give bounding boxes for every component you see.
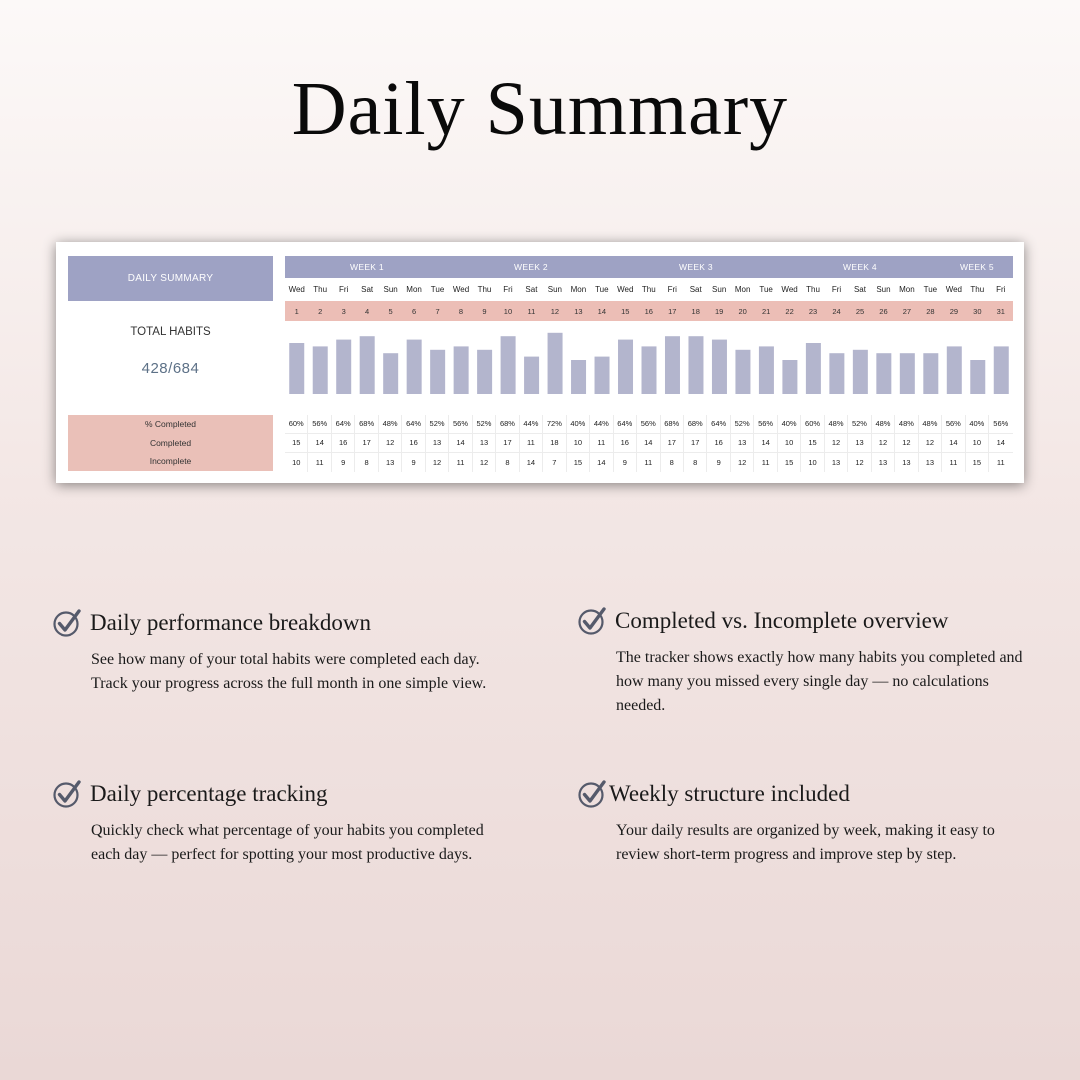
- date-cell: 18: [691, 306, 700, 316]
- incomplete-label: Incomplete: [149, 456, 192, 467]
- incomplete-cell: 8: [684, 453, 707, 472]
- bar-day-27: [900, 353, 915, 394]
- bar-day-9: [477, 350, 492, 394]
- week-label: WEEK 5: [960, 262, 994, 272]
- percent-cell: 48%: [825, 415, 848, 433]
- completed-cell: 12: [825, 434, 848, 452]
- completion-bar-chart: [285, 322, 1013, 428]
- percent-cell: 52%: [848, 415, 871, 433]
- percent-completed-row: [285, 415, 1013, 434]
- date-cell: 9: [482, 306, 487, 316]
- bar-day-21: [759, 346, 774, 394]
- percent-cell: 56%: [993, 419, 1009, 429]
- week-label: WEEK 1: [350, 262, 384, 272]
- percent-cell: 68%: [355, 415, 378, 433]
- bar-day-10: [501, 336, 516, 394]
- percent-cell: 60%: [285, 415, 308, 433]
- feature-daily-percentage: [52, 779, 502, 867]
- bar-day-25: [853, 350, 868, 394]
- bar-day-6: [407, 340, 422, 394]
- incomplete-cell: 10: [285, 453, 308, 472]
- day-of-week-cell: Wed: [781, 284, 798, 294]
- day-of-week-cell: Mon: [570, 284, 587, 294]
- daily-grid: [285, 256, 1013, 471]
- date-cell: 17: [668, 306, 677, 316]
- date-cell: 25: [855, 306, 865, 316]
- incomplete-cell: 7: [543, 453, 566, 472]
- check-circle-icon: [52, 608, 82, 638]
- completed-cell: 12: [919, 434, 942, 452]
- percent-cell: 44%: [520, 415, 543, 433]
- incomplete-cell: 9: [614, 453, 637, 472]
- bar-day-31: [994, 346, 1009, 394]
- feature-body: Your daily results are organized by week, making it easy to review short-term progress and improve step by step.: [616, 822, 995, 863]
- day-of-week-cell: Wed: [452, 284, 470, 294]
- completed-cell: 13: [731, 434, 754, 452]
- day-of-week-cell: Wed: [617, 284, 634, 294]
- total-habits-label: TOTAL HABITS: [130, 326, 211, 338]
- completed-cell: 14: [996, 438, 1005, 448]
- incomplete-cell: 13: [825, 453, 848, 472]
- feature-title: Daily percentage tracking: [90, 781, 328, 806]
- days-of-week-row: [285, 280, 1013, 298]
- date-cell: 31: [996, 306, 1005, 316]
- date-cell: 23: [808, 306, 818, 316]
- bar-day-30: [970, 360, 985, 394]
- percent-cell: 72%: [543, 415, 566, 433]
- percent-cell: 60%: [801, 415, 824, 433]
- bar-day-23: [806, 343, 821, 394]
- percent-completed-label: % Completed: [144, 419, 197, 430]
- date-cell: 8: [458, 306, 464, 316]
- day-of-week-cell: Tue: [595, 284, 609, 294]
- summary-header: DAILY SUMMARY: [68, 256, 273, 301]
- day-of-week-cell: Sat: [853, 284, 866, 294]
- incomplete-cell: 11: [449, 453, 472, 472]
- bar-day-3: [336, 340, 351, 394]
- percent-cell: 48%: [872, 415, 895, 433]
- percent-cell: 64%: [707, 415, 730, 433]
- incomplete-cell: 14: [520, 453, 543, 472]
- completed-cell: 15: [285, 434, 308, 452]
- bar-day-26: [876, 353, 891, 394]
- day-of-week-cell: Fri: [667, 284, 677, 294]
- date-cell: 1: [294, 306, 299, 316]
- percent-cell: 40%: [567, 415, 590, 433]
- bar-day-18: [688, 336, 703, 394]
- bar-day-13: [571, 360, 586, 394]
- day-of-week-cell: Thu: [970, 284, 985, 294]
- week-label: WEEK 4: [843, 262, 877, 272]
- incomplete-cell: 12: [473, 453, 496, 472]
- date-cell: 20: [738, 306, 747, 316]
- incomplete-cell: 11: [942, 453, 965, 472]
- day-of-week-cell: Sat: [689, 284, 702, 294]
- date-cell: 13: [574, 306, 583, 316]
- date-cell: 11: [527, 306, 536, 316]
- incomplete-cell: 13: [872, 453, 895, 472]
- feature-body: Quickly check what percentage of your habits you completed each day — perfect for spotting your most productive days.: [91, 822, 484, 863]
- completed-cell: 10: [567, 434, 590, 452]
- day-of-week-cell: Tue: [923, 284, 938, 294]
- percent-cell: 56%: [449, 415, 472, 433]
- incomplete-cell: 11: [996, 457, 1005, 467]
- completed-cell: 16: [614, 434, 637, 452]
- completed-cell: 14: [449, 434, 472, 452]
- bar-day-5: [383, 353, 398, 394]
- incomplete-cell: 12: [426, 453, 449, 472]
- day-of-week-cell: Tue: [430, 284, 445, 294]
- completed-cell: 12: [895, 434, 918, 452]
- percent-cell: 64%: [332, 415, 355, 433]
- percent-cell: 56%: [754, 415, 777, 433]
- incomplete-cell: 12: [848, 453, 871, 472]
- page-title: Daily Summary: [291, 67, 789, 151]
- percent-cell: 68%: [661, 415, 684, 433]
- bar-day-8: [454, 346, 469, 394]
- incomplete-cell: 10: [801, 453, 824, 472]
- day-of-week-cell: Wed: [945, 284, 963, 294]
- incomplete-cell: 9: [707, 453, 730, 472]
- percent-cell: 68%: [496, 415, 519, 433]
- bar-day-24: [829, 353, 844, 394]
- feature-title: Completed vs. Incomplete overview: [615, 608, 949, 633]
- incomplete-cell: 14: [590, 453, 613, 472]
- date-cell: 2: [318, 306, 323, 316]
- percent-cell: 56%: [637, 415, 660, 433]
- completed-cell: 11: [520, 434, 543, 452]
- incomplete-cell: 8: [661, 453, 684, 472]
- percent-cell: 40%: [778, 415, 801, 433]
- incomplete-cell: 8: [496, 453, 519, 472]
- incomplete-cell: 15: [778, 453, 801, 472]
- date-cell: 10: [503, 306, 513, 316]
- bar-day-1: [289, 343, 304, 394]
- date-cell: 22: [785, 306, 794, 316]
- week-label: WEEK 2: [514, 262, 548, 272]
- completed-cell: 17: [661, 434, 684, 452]
- day-of-week-cell: Tue: [759, 284, 773, 294]
- day-of-week-cell: Mon: [734, 284, 751, 294]
- date-cell: 19: [715, 306, 724, 316]
- date-cell: 12: [550, 306, 560, 316]
- date-cell: 30: [973, 306, 982, 316]
- check-circle-icon: [577, 606, 607, 636]
- completed-cell: 16: [707, 434, 730, 452]
- date-cell: 14: [597, 306, 606, 316]
- bar-day-15: [618, 340, 633, 394]
- incomplete-cell: 13: [379, 453, 402, 472]
- feature-completed-vs-incomplete: [577, 606, 1047, 718]
- incomplete-cell: 12: [731, 453, 754, 472]
- feature-daily-performance: [52, 608, 502, 696]
- incomplete-cell: 8: [355, 453, 378, 472]
- percent-cell: 48%: [379, 415, 402, 433]
- date-cell: 5: [388, 306, 393, 316]
- date-cell: 6: [411, 306, 417, 316]
- feature-weekly-structure: [577, 779, 1047, 867]
- day-of-week-cell: Fri: [339, 284, 349, 294]
- percent-cell: 56%: [942, 415, 965, 433]
- feature-title: Daily performance breakdown: [90, 610, 371, 635]
- stat-labels: [68, 415, 273, 471]
- date-cell: 27: [902, 306, 912, 316]
- incomplete-cell: 15: [567, 453, 590, 472]
- day-of-week-cell: Thu: [641, 284, 656, 294]
- percent-cell: 52%: [731, 415, 754, 433]
- date-cell: 29: [949, 306, 959, 316]
- percent-cell: 52%: [426, 415, 449, 433]
- completed-cell: 14: [754, 434, 777, 452]
- bar-day-14: [595, 357, 610, 394]
- date-cell: 24: [832, 306, 841, 316]
- bar-day-20: [735, 350, 750, 394]
- bar-day-7: [430, 350, 445, 394]
- incomplete-cell: 9: [332, 453, 355, 472]
- completed-label: Completed: [149, 437, 192, 448]
- day-of-week-cell: Sun: [712, 284, 727, 294]
- percent-cell: 48%: [895, 415, 918, 433]
- bar-day-2: [313, 346, 328, 394]
- date-cell: 28: [926, 306, 935, 316]
- incomplete-cell: 15: [966, 453, 989, 472]
- completed-cell: 12: [872, 434, 895, 452]
- completed-cell: 17: [684, 434, 707, 452]
- completed-row: [285, 434, 1013, 453]
- percent-cell: 64%: [614, 415, 637, 433]
- dates-row: [285, 301, 1013, 321]
- bar-day-11: [524, 357, 539, 394]
- incomplete-cell: 11: [637, 453, 660, 472]
- check-circle-icon: [52, 779, 82, 809]
- bar-day-17: [665, 336, 680, 394]
- incomplete-cell: 11: [754, 453, 777, 472]
- week-header-bar: [285, 256, 1013, 278]
- day-of-week-cell: Sun: [547, 284, 562, 294]
- completed-cell: 17: [496, 434, 519, 452]
- completed-cell: 10: [778, 434, 801, 452]
- completed-cell: 16: [402, 434, 425, 452]
- day-of-week-cell: Thu: [477, 284, 492, 294]
- total-habits-value: 428/684: [141, 360, 200, 377]
- bar-day-4: [360, 336, 375, 394]
- day-of-week-cell: Sun: [383, 284, 398, 294]
- incomplete-row: [285, 453, 1013, 472]
- completed-cell: 13: [426, 434, 449, 452]
- day-of-week-cell: Fri: [831, 284, 842, 294]
- day-of-week-cell: Mon: [899, 284, 915, 294]
- day-of-week-cell: Thu: [313, 284, 328, 294]
- date-cell: 7: [435, 306, 440, 316]
- daily-summary-card: [56, 242, 1024, 483]
- day-of-week-cell: Sun: [876, 284, 891, 294]
- day-of-week-cell: Sat: [525, 284, 538, 294]
- percent-cell: 56%: [308, 415, 331, 433]
- day-of-week-cell: Sat: [361, 284, 374, 294]
- completed-cell: 10: [966, 434, 989, 452]
- feature-body: The tracker shows exactly how many habits you completed and how many you missed every single day — no calculations needed.: [616, 649, 1023, 714]
- bar-day-22: [782, 360, 797, 394]
- day-of-week-cell: Wed: [288, 284, 305, 294]
- day-of-week-cell: Fri: [503, 284, 513, 294]
- completed-cell: 17: [355, 434, 378, 452]
- bar-day-12: [548, 333, 563, 394]
- incomplete-cell: 11: [308, 453, 331, 472]
- bar-day-19: [712, 340, 727, 394]
- date-cell: 3: [341, 306, 346, 316]
- day-of-week-cell: Mon: [406, 284, 422, 294]
- completed-cell: 13: [473, 434, 496, 452]
- completed-cell: 14: [637, 434, 660, 452]
- incomplete-cell: 13: [895, 453, 918, 472]
- completed-cell: 16: [332, 434, 355, 452]
- completed-cell: 13: [848, 434, 871, 452]
- feature-body: See how many of your total habits were completed each day. Track your progress across the full month in one simple view.: [91, 651, 487, 692]
- completed-cell: 14: [942, 434, 965, 452]
- incomplete-cell: 13: [919, 453, 942, 472]
- date-cell: 15: [621, 306, 630, 316]
- feature-title: Weekly structure included: [609, 781, 850, 806]
- date-cell: 21: [761, 306, 771, 316]
- week-label: WEEK 3: [679, 262, 713, 272]
- percent-cell: 68%: [684, 415, 707, 433]
- completed-cell: 15: [801, 434, 824, 452]
- percent-cell: 44%: [590, 415, 613, 433]
- bar-day-28: [923, 353, 938, 394]
- day-of-week-cell: Thu: [806, 284, 820, 294]
- date-cell: 26: [879, 306, 888, 316]
- percent-cell: 40%: [966, 415, 989, 433]
- completed-cell: 12: [379, 434, 402, 452]
- completed-cell: 11: [590, 434, 613, 452]
- day-of-week-cell: Fri: [996, 284, 1006, 294]
- check-circle-icon: [577, 779, 607, 809]
- date-cell: 16: [644, 306, 653, 316]
- incomplete-cell: 9: [402, 453, 425, 472]
- date-cell: 4: [365, 306, 370, 316]
- completed-cell: 18: [543, 434, 566, 452]
- percent-cell: 48%: [919, 415, 942, 433]
- percent-cell: 64%: [402, 415, 425, 433]
- bar-day-29: [947, 346, 962, 394]
- completed-cell: 14: [308, 434, 331, 452]
- bar-day-16: [642, 346, 657, 394]
- percent-cell: 52%: [473, 415, 496, 433]
